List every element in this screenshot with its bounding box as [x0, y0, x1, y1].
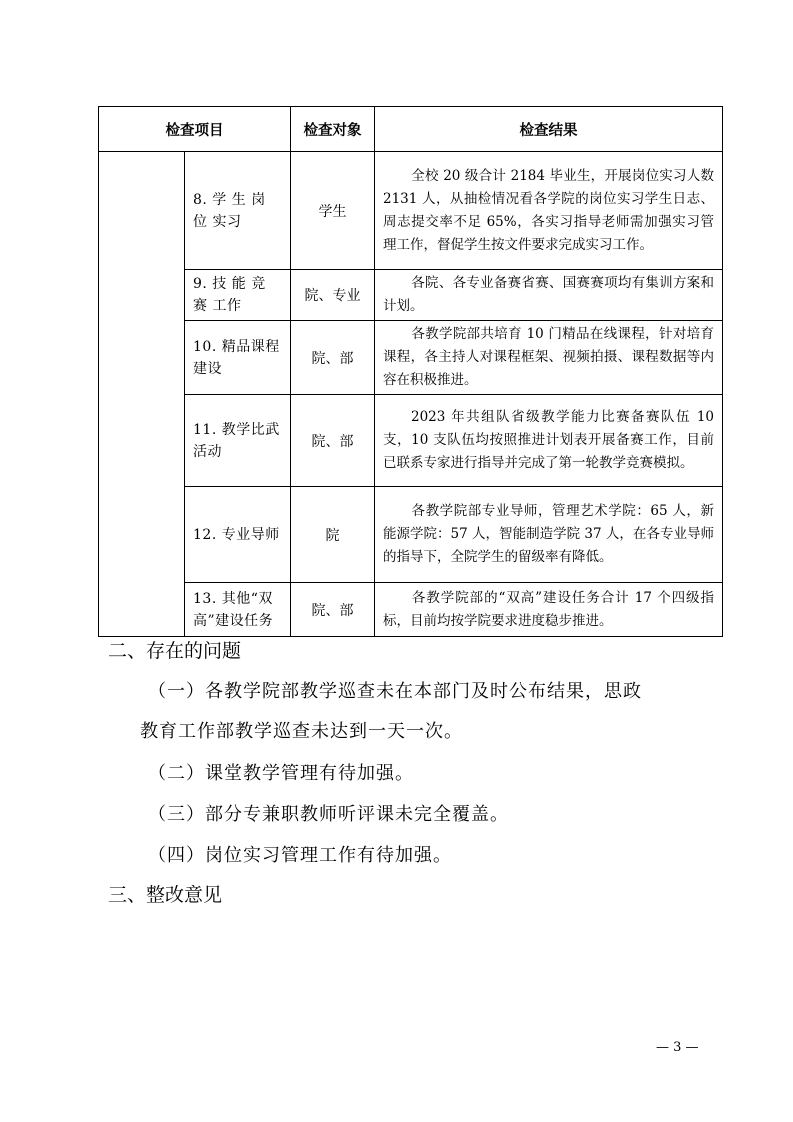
- row-result-text: 各教学院部专业导师，管理艺术学院：65 人，新能源学院：57 人，智能制造学院 37 人，在各专业导师的指导下，全院学生的留级率有降低。: [383, 503, 714, 565]
- issue-4: （四）岗位实习管理工作有待加强。: [148, 845, 452, 866]
- row-result-text: 各院、各专业备赛省赛、国赛赛项均有集训方案和计划。: [383, 275, 714, 314]
- table-row: [99, 395, 723, 487]
- row-target: 院、部: [291, 321, 375, 395]
- row-item: 11. 教学比武活动: [185, 395, 291, 487]
- row-item: 13. 其他“双高”建设任务: [185, 583, 291, 637]
- row-target: 学生: [291, 152, 375, 270]
- issue-3: （三）部分专兼职教师听评课未完全覆盖。: [148, 804, 509, 825]
- row-item: 12. 专业导师: [185, 487, 291, 583]
- header-result: 检查结果: [375, 107, 723, 152]
- table-row: [99, 152, 723, 270]
- row-target: 院: [291, 487, 375, 583]
- section-2-heading: 二、存在的问题: [108, 640, 242, 662]
- issue-1-line-2: 教育工作部教学巡查未达到一天一次。: [140, 721, 463, 742]
- row-result: [375, 583, 723, 637]
- issue-1-line-1: （一）各教学院部教学巡查未在本部门及时公布结果，思政: [148, 681, 642, 702]
- row-target: 院、专业: [291, 270, 375, 321]
- row-result: [375, 270, 723, 321]
- inspection-table: [98, 106, 723, 637]
- row-result-text: 2023 年共组队省级教学能力比赛备赛队伍 10 支，10 支队伍均按照推进计划表开展备赛工作，目前已联系专家进行指导并完成了第一轮教学竞赛模拟。: [383, 409, 714, 471]
- table-row: [99, 270, 723, 321]
- header-item: 检查项目: [99, 107, 291, 152]
- row-result: [375, 152, 723, 270]
- table-header-row: [99, 107, 723, 152]
- row-target: 院、部: [291, 583, 375, 637]
- table-row: [99, 583, 723, 637]
- row-target: 院、部: [291, 395, 375, 487]
- row-item: 8. 学 生 岗 位 实习: [185, 152, 291, 270]
- row-item: 10. 精品课程建设: [185, 321, 291, 395]
- header-target: 检查对象: [291, 107, 375, 152]
- row-result-text: 各教学院部共培育 10 门精品在线课程，针对培育课程，各主持人对课程框架、视频拍摄、课程数据等内容在积极推进。: [383, 326, 714, 388]
- row-result: [375, 321, 723, 395]
- row-result: [375, 487, 723, 583]
- row-result: [375, 395, 723, 487]
- section-3-heading: 三、整改意见: [108, 884, 223, 906]
- row-result-text: 全校 20 级合计 2184 毕业生，开展岗位实习人数 2131 人，从抽检情况看各学院的岗位实习学生日志、周志提交率不足 65%，各实习指导老师需加强实习管理工作，督促学生按文件要求完成实习工作。: [383, 167, 714, 253]
- category-cell: [99, 152, 185, 637]
- row-item: 9. 技 能 竞 赛 工作: [185, 270, 291, 321]
- row-result-text: 各教学院部的“双高”建设任务合计 17 个四级指标，目前均按学院要求进度稳步推进。: [383, 589, 714, 629]
- page-number: — 3 —: [656, 1040, 699, 1055]
- table-row: [99, 321, 723, 395]
- table-row: [99, 487, 723, 583]
- issue-2: （二）课堂教学管理有待加强。: [148, 763, 414, 784]
